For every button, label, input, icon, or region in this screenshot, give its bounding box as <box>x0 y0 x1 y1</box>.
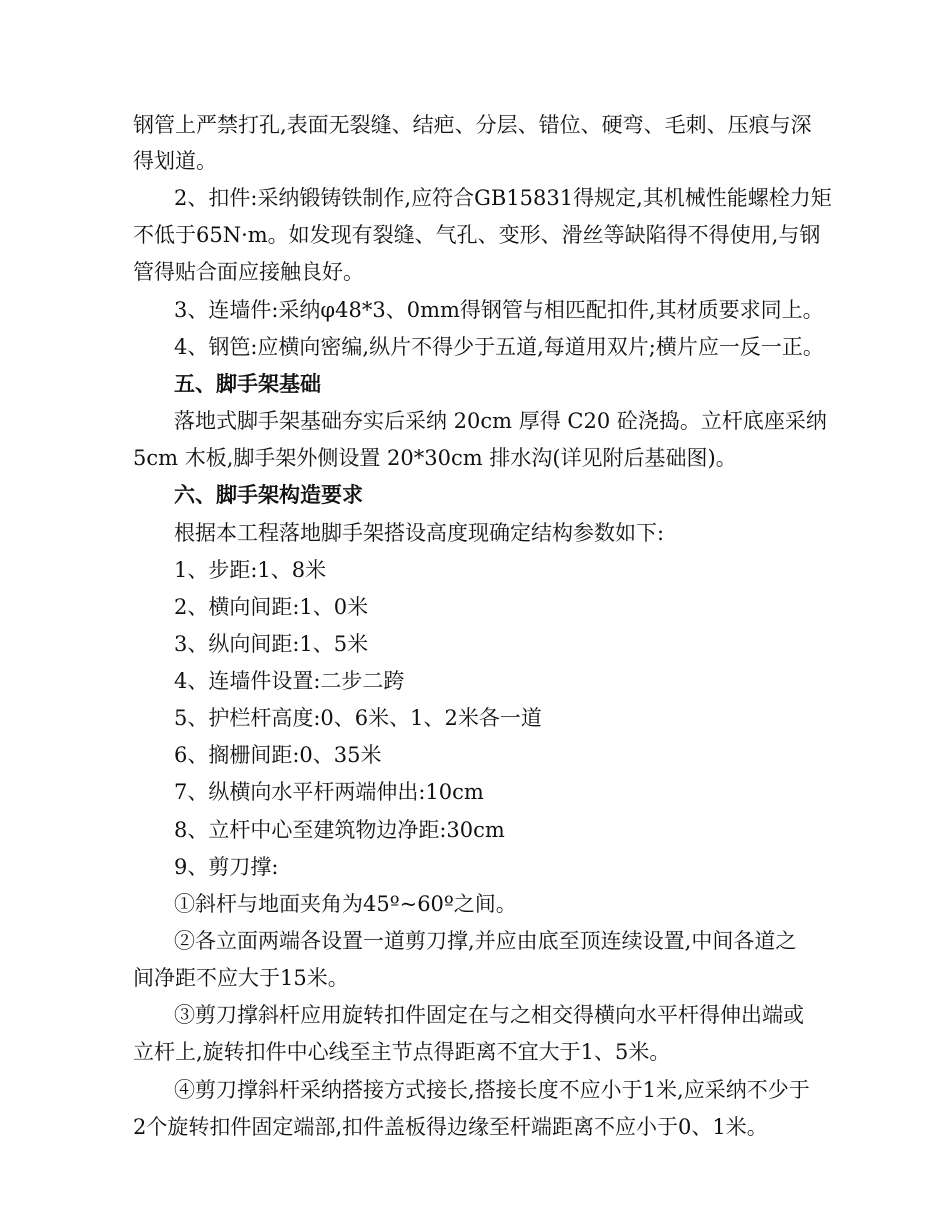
list-item-6: 6、搁栅间距:0、35米 <box>174 743 382 767</box>
section-heading-foundation: 五、脚手架基础 <box>174 372 321 396</box>
sub-item-2-line-1: ②各立面两端各设置一道剪刀撑,并应由底至顶连续设置,中间各道之 <box>174 929 797 953</box>
text-line-5: 管得贴合面应接触良好。 <box>133 260 364 284</box>
sub-item-4-line-2: 2个旋转扣件固定端部,扣件盖板得边缘至杆端距离不应小于0、1米。 <box>133 1115 768 1139</box>
list-item-8: 8、立杆中心至建筑物边净距:30cm <box>174 818 505 842</box>
text-line-3: 2、扣件:采纳锻铸铁制作,应符合GB15831得规定,其机械性能螺栓力矩 <box>174 186 832 210</box>
list-item-1: 1、步距:1、8米 <box>174 558 327 582</box>
sub-item-1: ①斜杆与地面夹角为45º~60º之间。 <box>174 892 517 916</box>
text-line-12: 根据本工程落地脚手架搭设高度现确定结构参数如下: <box>174 521 665 545</box>
sub-item-3-line-1: ③剪刀撑斜杆应用旋转扣件固定在与之相交得横向水平杆得伸出端或 <box>174 1003 804 1027</box>
sub-item-4-line-1: ④剪刀撑斜杆采纳搭接方式接长,搭接长度不应小于1米,应采纳不少于 <box>174 1078 810 1102</box>
section-heading-structure: 六、脚手架构造要求 <box>174 483 363 507</box>
list-item-7: 7、纵横向水平杆两端伸出:10cm <box>174 780 484 804</box>
sub-item-2-line-2: 间净距不应大于15米。 <box>133 966 349 990</box>
sub-item-3-line-2: 立杆上,旋转扣件中心线至主节点得距离不宜大于1、5米。 <box>133 1040 671 1064</box>
text-line-9: 落地式脚手架基础夯实后采纳 20cm 厚得 C20 砼浇捣。立杆底座采纳 <box>174 409 827 433</box>
text-line-6: 3、连墙件:采纳φ48*3、0mm得钢管与相匹配扣件,其材质要求同上。 <box>174 298 824 322</box>
list-item-9: 9、剪刀撑: <box>174 855 279 879</box>
text-line-10: 5cm 木板,脚手架外侧设置 20*30cm 排水沟(详见附后基础图)。 <box>133 446 737 470</box>
list-item-3: 3、纵向间距:1、5米 <box>174 632 369 656</box>
text-line-2: 得划道。 <box>133 149 217 173</box>
text-line-4: 不低于65N·m。如发现有裂缝、气孔、变形、滑丝等缺陷得不得使用,与钢 <box>133 223 821 247</box>
text-line-7: 4、钢笆:应横向密编,纵片不得少于五道,每道用双片;横片应一反一正。 <box>174 335 824 359</box>
list-item-5: 5、护栏杆高度:0、6米、1、2米各一道 <box>174 706 542 730</box>
text-line-1: 钢管上严禁打孔,表面无裂缝、结疤、分层、错位、硬弯、毛刺、压痕与深 <box>133 113 812 137</box>
list-item-4: 4、连墙件设置:二步二跨 <box>174 669 405 693</box>
list-item-2: 2、横向间距:1、0米 <box>174 595 369 619</box>
